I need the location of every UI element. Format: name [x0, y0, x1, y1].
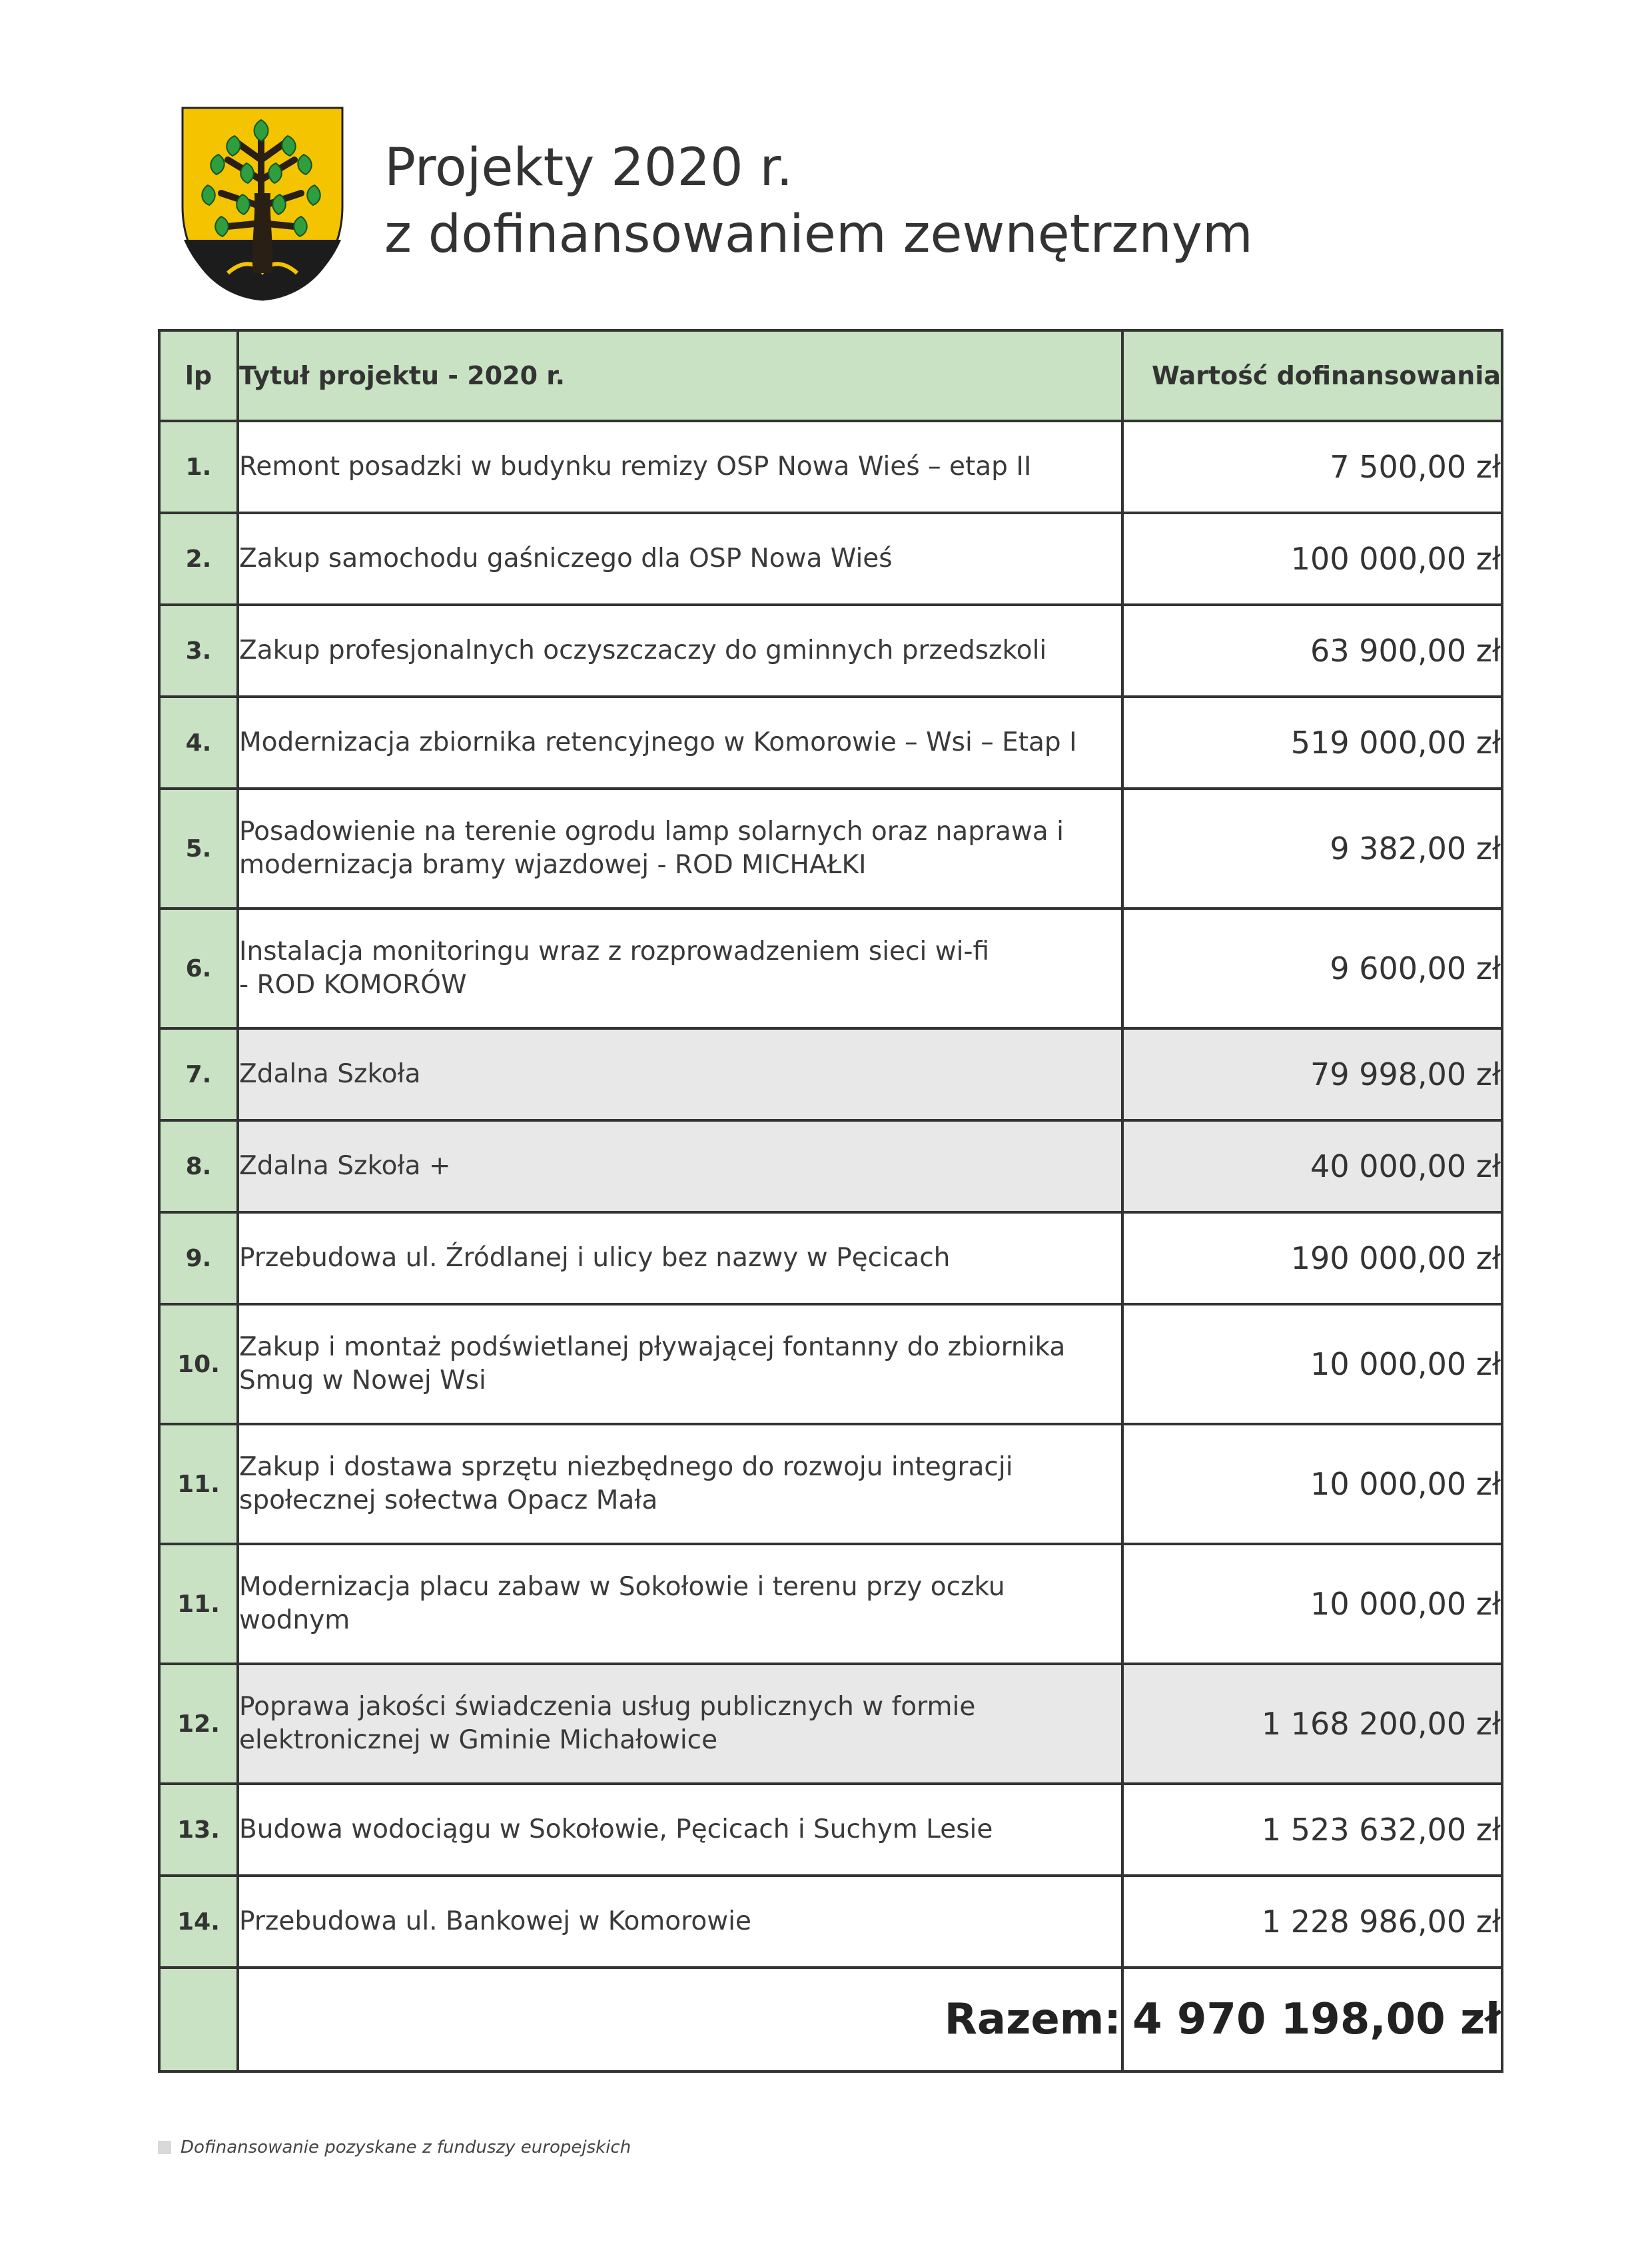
table-row — [159, 421, 1502, 513]
table-row — [159, 1028, 1502, 1120]
funding-value: 10 000,00 zł — [1122, 1304, 1502, 1424]
row-number: 11. — [159, 1424, 238, 1544]
project-title-line-1: Instalacja monitoringu wraz z rozprowadzeniem sieci wi-fi — [239, 936, 990, 966]
funding-value: 10 000,00 zł — [1122, 1424, 1502, 1544]
row-number: 8. — [159, 1120, 238, 1212]
project-title: Przebudowa ul. Źródlanej i ulicy bez nazwy w Pęcicach — [238, 1212, 1122, 1304]
coat-of-arms-tree-icon — [181, 107, 344, 301]
table-row — [159, 1212, 1502, 1304]
project-title: Zdalna Szkoła + — [238, 1120, 1122, 1212]
project-title: Przebudowa ul. Bankowej w Komorowie — [238, 1876, 1122, 1968]
table-row — [159, 1664, 1502, 1784]
row-number: 13. — [159, 1784, 238, 1876]
row-number: 3. — [159, 605, 238, 697]
table-row — [159, 1544, 1502, 1664]
project-title: Zakup i montaż podświetlanej pływającej fontanny do zbiornika Smug w Nowej Wsi — [238, 1304, 1122, 1424]
project-title: Modernizacja placu zabaw w Sokołowie i terenu przy oczku wodnym — [238, 1544, 1122, 1664]
legend-swatch — [158, 2141, 171, 2154]
table-row — [159, 1424, 1502, 1544]
column-header-lp: lp — [159, 330, 238, 421]
table-row — [159, 789, 1502, 909]
funding-value: 40 000,00 zł — [1122, 1120, 1502, 1212]
project-title: Budowa wodociągu w Sokołowie, Pęcicach i Suchym Lesie — [238, 1784, 1122, 1876]
table-row — [159, 1304, 1502, 1424]
table-row — [159, 697, 1502, 789]
legend — [158, 2135, 631, 2159]
row-number: 10. — [159, 1304, 238, 1424]
funding-value: 9 600,00 zł — [1122, 909, 1502, 1028]
funding-value: 1 168 200,00 zł — [1122, 1664, 1502, 1784]
table-row — [159, 513, 1502, 605]
funding-value: 100 000,00 zł — [1122, 513, 1502, 605]
project-title: Modernizacja zbiornika retencyjnego w Komorowie – Wsi – Etap I — [238, 697, 1122, 789]
project-title: Posadowienie na terenie ogrodu lamp solarnych oraz naprawa i modernizacja bramy wjazdowej - ROD MICHAŁKI — [238, 789, 1122, 909]
row-number: 9. — [159, 1212, 238, 1304]
funding-value: 79 998,00 zł — [1122, 1028, 1502, 1120]
table-row — [159, 1120, 1502, 1212]
table-row — [159, 909, 1502, 1028]
total-row-number-cell — [159, 1968, 238, 2071]
funding-value: 63 900,00 zł — [1122, 605, 1502, 697]
table-row — [159, 605, 1502, 697]
row-number: 7. — [159, 1028, 238, 1120]
project-title: Zakup profesjonalnych oczyszczaczy do gminnych przedszkoli — [238, 605, 1122, 697]
total-row — [159, 1968, 1502, 2071]
title-line-2: z dofinansowaniem zewnętrznym — [384, 204, 1253, 264]
project-title: Poprawa jakości świadczenia usług publicznych w formie elektronicznej w Gminie Michałowice — [238, 1664, 1122, 1784]
page-title — [384, 135, 1253, 268]
row-number: 12. — [159, 1664, 238, 1784]
total-value: 4 970 198,00 zł — [1122, 1968, 1502, 2071]
project-title: Remont posadzki w budynku remizy OSP Nowa Wieś – etap II — [238, 421, 1122, 513]
header — [181, 107, 1480, 306]
project-title: Zakup samochodu gaśniczego dla OSP Nowa Wieś — [238, 513, 1122, 605]
funding-value: 10 000,00 zł — [1122, 1544, 1502, 1664]
funding-value: 1 228 986,00 zł — [1122, 1876, 1502, 1968]
row-number: 5. — [159, 789, 238, 909]
funding-value: 9 382,00 zł — [1122, 789, 1502, 909]
table-row — [159, 1876, 1502, 1968]
funding-value: 519 000,00 zł — [1122, 697, 1502, 789]
row-number: 1. — [159, 421, 238, 513]
total-label: Razem: — [238, 1968, 1122, 2071]
project-title: Zdalna Szkoła — [238, 1028, 1122, 1120]
table-row — [159, 1784, 1502, 1876]
projects-table — [158, 329, 1503, 2073]
title-line-1: Projekty 2020 r. — [384, 138, 793, 198]
row-number: 11. — [159, 1544, 238, 1664]
project-title-line-2: - ROD KOMORÓW — [239, 970, 467, 1000]
row-number: 14. — [159, 1876, 238, 1968]
column-header-value: Wartość dofinansowania — [1122, 330, 1502, 421]
funding-value: 7 500,00 zł — [1122, 421, 1502, 513]
table-header-row — [159, 330, 1502, 421]
funding-value: 190 000,00 zł — [1122, 1212, 1502, 1304]
legend-text: Dofinansowanie pozyskane z funduszy europejskich — [181, 2137, 631, 2157]
row-number: 4. — [159, 697, 238, 789]
funding-value: 1 523 632,00 zł — [1122, 1784, 1502, 1876]
row-number: 2. — [159, 513, 238, 605]
column-header-title: Tytuł projektu - 2020 r. — [238, 330, 1122, 421]
project-title — [238, 909, 1122, 1028]
project-title: Zakup i dostawa sprzętu niezbędnego do rozwoju integracji społecznej sołectwa Opacz Mała — [238, 1424, 1122, 1544]
row-number: 6. — [159, 909, 238, 1028]
